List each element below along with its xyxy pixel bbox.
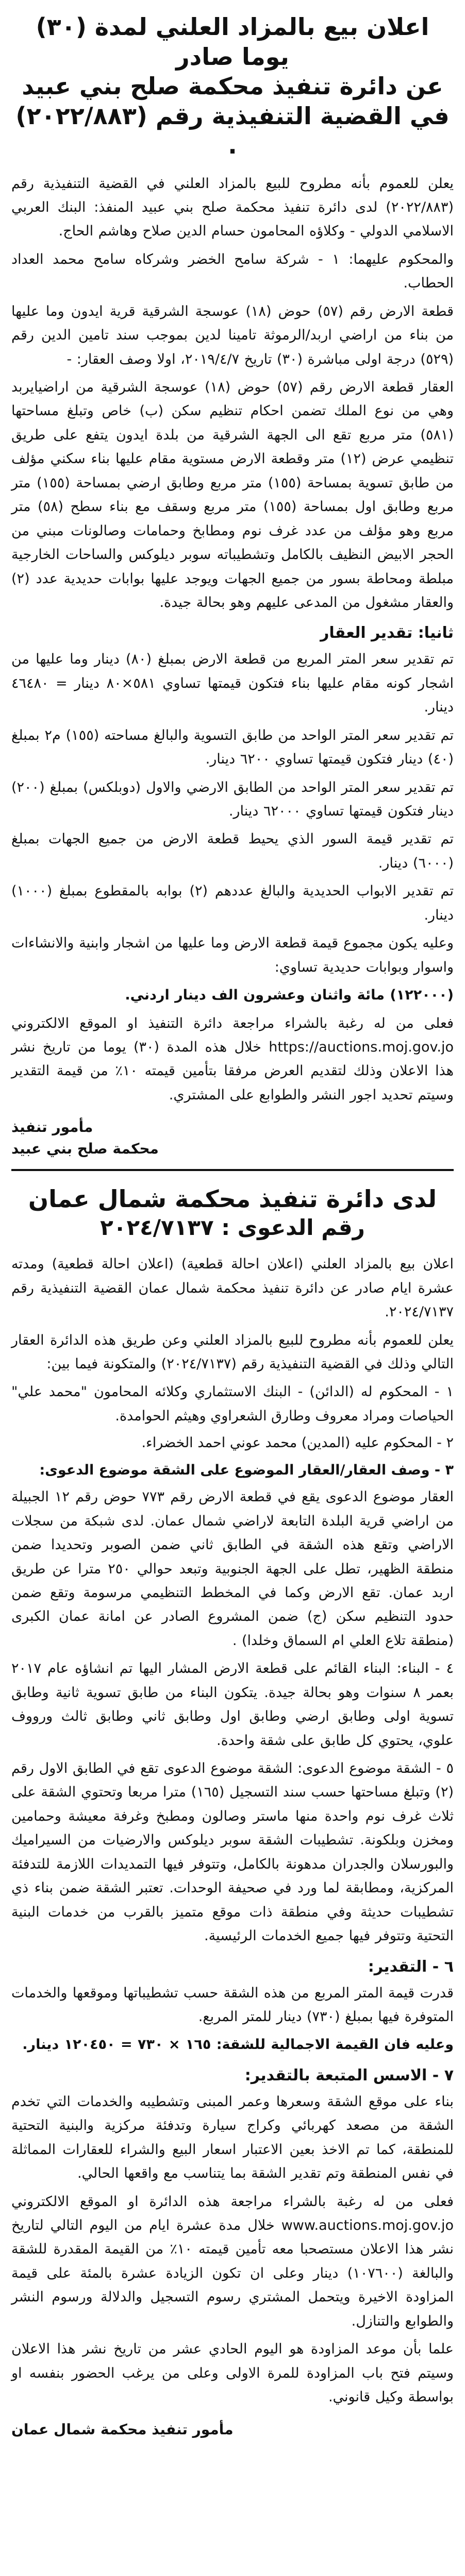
notice-paragraph: علما بأن موعد المزاودة هو اليوم الحادي عشر من تاريخ نشر هذا الاعلان وسيتم فتح باب المزاودة للمرة الاولى وعلى من يرغب الحضور بنفسه او بواسطة وكيل قانوني. <box>11 2341 454 2405</box>
auction-notice-bani-obeid <box>11 12 454 1171</box>
notice-title-line-1: اعلان بيع بالمزاد العلني لمدة (٣٠) يوما صادر <box>36 13 429 71</box>
notice-body <box>11 1252 454 2409</box>
notice-signature <box>11 1116 454 1160</box>
notice-total-value: (١٢٢٠٠٠) مائة واثنان وعشرون الف دينار اردني. <box>125 987 454 1004</box>
notice-intro: اعلان بيع بالمزاد العلني (اعلان احالة قطعية) (اعلان احالة قطعية) ومدته عشرة ايام صادر عن دائرة تنفيذ محكمة شمال عمان القضية التنفيذية رقم ٢٠٢٤/٧١٣٧. <box>11 1256 454 1320</box>
notice-paragraph: فعلى من له رغبة بالشراء مراجعة هذه الدائرة او الموقع الالكتروني www.auctions.moj.gov.jo خلال مدة عشرة ايام من اليوم التالي لتاريخ نشر هذا الاعلان مستصحبا معه تأمين قيمته ١٠٪ من القيمة المقدرة للشقة والبالغة (١٠٧٦٠٠) دينار وعلى ان تكون الزيادة عشرة بالمئة على قيمة المزاودة الاخيرة ويتحمل المشتري رسوم التسجيل والدلالة ورسوم النشر والطوابع والتنازل. <box>11 2193 454 2329</box>
notice-paragraph: العقار قطعة الارض رقم (٥٧) حوض (١٨) عوسجة الشرقية من اراضيايربد وهي من نوع الملك تضمن احكام تنظيم سكن (ب) خاص وتبلغ مساحتها (٥٨١) متر مربع تقع الى الجهة الشرقية من بلدة ايدون يتفع على طريق تنظيمي عرض (١٢) متر وقطعة الارض مستوية مقام عليها بناء سكني مؤلف من طابق تسوية بمساحة (١٥٥) متر مربع وطابق ارضي بمساحة (١٥٥) متر مربع وطابق اول بمساحة (١٥٥) متر مربع وسقف مع بناء سطح (٥٨) متر مربع وهو مؤلف من عدد غرف نوم ومطابخ وحمامات وصالونات مبني من الحجر الابيض النظيف بالكامل وتشطيباته سوبر ديلوكس والساحات الخارجية مبلطة ومحاطة بسور من جميع الجهات ويوجد عليها بوابات حديدية عدد (٢) والعقار مشغول من المدعى عليهم وهو بحالة جيدة. <box>11 379 454 611</box>
notice-title-line-2: رقم الدعوى : ٢٠٢٤/٧١٣٧ <box>100 1214 365 1240</box>
notice-paragraph: تم تقدير سعر المتر الواحد من الطابق الارضي والاول (دوبلكس) بمبلغ (٢٠٠) دينار فتكون قيمتها تساوي ٦٢٠٠٠ دينار. <box>11 779 454 819</box>
notice-title <box>11 12 454 161</box>
notice-paragraph: تم تقدير سعر المتر المربع من قطعة الارض بمبلغ (٨٠) دينار وما عليها من اشجار كونه مقام عليها بناء فتكون قيمتها تساوي ٥٨١×٨٠ دينار = ٤٦٤٨٠ دينار. <box>11 651 454 716</box>
notice-paragraph: يعلن للعموم بأنه مطروح للبيع بالمزاد العلني وعن طريق هذه الدائرة العقار التالي وذلك في القضية التنفيذية رقم (٢٠٢٤/٧١٣٧) والمتكونة فيما بين: <box>11 1332 454 1372</box>
notice-paragraph: قدرت قيمة المتر المربع من هذه الشقة حسب تشطيباتها وموقعها والخدمات المتوفرة فيها بمبلغ (٧٣٠) دينار للمتر المربع. <box>11 1985 454 2025</box>
signature-line-1: مأمور تنفيذ <box>11 1118 93 1136</box>
notice-title-line-1: لدى دائرة تنفيذ محكمة شمال عمان <box>28 1185 437 1213</box>
signature-line-1: مأمور تنفيذ محكمة شمال عمان <box>11 2420 234 2438</box>
notice-signature <box>11 2419 454 2441</box>
notice-title-line-3: في القضية التنفيذية رقم (٢٠٢٢/٨٨٣) . <box>15 101 450 159</box>
notice-paragraph: وعليه يكون مجموع قيمة قطعة الارض وما عليها من اشجار وابنية والانشاءات واسوار وبوابات حديدية تساوي: <box>11 935 454 975</box>
notice-paragraph: تم تقدير سعر المتر الواحد من طابق التسوية والبالغ مساحته (١٥٥) م٢ بمبلغ (٤٠) دينار فتكون قيمتها تساوي ٦٢٠٠ دينار. <box>11 727 454 768</box>
notice-list-item: ٣ - وصف العقار/العقار الموضوع على الشقة موضوع الدعوى: <box>39 1462 454 1478</box>
notice-paragraph: بناء على موقع الشقة وسعرها وعمر المبنى وتشطيبه والخدمات التي تخدم الشقة من مصعد كهربائي وكراج سيارة وتدفئة مركزية والبنية التحتية للمنطقة، كما تم الاخذ بعين الاعتبار اسعار البيع والشراء للعقارات المماثلة في نفس المنطقة وتم تقدير الشقة بما يتناسب مع واقعها الحالي. <box>11 2093 454 2182</box>
notice-total-value: وعليه فان القيمة الاجمالية للشقة: ١٦٥ × ٧٣٠ = ١٢٠٤٥٠ دينار. <box>22 2037 454 2053</box>
notice-paragraph: والمحكوم عليهما: ١ - شركة سامح الخضر وشركاه سامح محمد العداد الحطاب. <box>11 251 454 292</box>
notice-paragraph: ٤ - البناء: البناء القائم على قطعة الارض المشار اليها تم انشاؤه عام ٢٠١٧ بعمر ٨ سنوات وهو بحالة جيدة. يتكون البناء من طابق تسوية ثانية وطابق تسوية اولى وطابق ارضي وطابق اول وطابق ثاني وطابق ثالث ورووف علوي، يحتوي كل طابق على شقة واحدة. <box>11 1660 454 1749</box>
notice-section-heading: ٦ - التقدير: <box>368 1957 454 1976</box>
notice-section-heading: ثانيا: تقدير العقار <box>320 624 454 642</box>
notice-paragraph: فعلى من له رغبة بالشراء مراجعة دائرة التنفيذ او الموقع الالكتروني https://auctions.moj.gov.jo خلال هذه المدة (٣٠) يوما من تاريخ نشر هذا الاعلان وذلك لتقديم العرض مرفقا بتأمين قيمته ١٠٪ من قيمة التقدير وسيتم تحديد اجور النشر والطوابع على المشتري. <box>11 1015 454 1103</box>
notice-paragraph: تم تقدير الابواب الحديدية والبالغ عددهم (٢) بوابه بالمقطوع بمبلغ (١٠٠٠) دينار. <box>11 883 454 923</box>
notice-section-heading: ٧ - الاسس المتبعة بالتقدير: <box>244 2066 454 2084</box>
notice-paragraph: تم تقدير قيمة السور الذي يحيط قطعة الارض من جميع الجهات بمبلغ (٦٠٠٠) دينار. <box>11 831 454 871</box>
notice-paragraph: قطعة الارض رقم (٥٧) حوض (١٨) عوسجة الشرقية قرية ايدون وما عليها من بناء من اراضي اربد/الرموثة تامينا لدين بموجب سند تامين الدين رقم (٥٢٩) درجة اولى مباشرة (٣٠) تاريخ ٢٠١٩/٤/٧، اولا وصف العقار: - <box>11 303 454 367</box>
notice-paragraph: ٥ - الشقة موضوع الدعوى: الشقة موضوع الدعوى تقع في الطابق الاول رقم (٢) وتبلغ مساحتها حسب سند التسجيل (١٦٥) مترا مربعا وتحتوي الشقة على ثلاث غرف نوم واحدة منها ماستر وصالون ومطبخ وغرفة معيشة وحمامين ومخزن وبلكونة. تشطيبات الشقة سوبر ديلوكس والارضيات من السيراميك والبورسلان والجدران مدهونة بالكامل، وتتوفر فيها التمديدات اللازمة للتدفئة المركزية، ومطابقة لما ورد في صحيفة الوحدات. تعتبر الشقة ضمن بناء ذي تشطيبات حديثة وفي منطقة ذات موقع متميز بالقرب من خدمات البنية التحتية وتتوفر فيها جميع الخدمات الرئيسية. <box>11 1760 454 1944</box>
notice-body <box>11 172 454 1108</box>
notice-list-item: ١ - المحكوم له (الدائن) - البنك الاستثماري وكلائه المحامون "محمد علي" الحياصات ومراد معروف وطارق الشعراوي وهيثم الحوامدة. <box>11 1384 454 1424</box>
notice-paragraph: يعلن للعموم بأنه مطروح للبيع بالمزاد العلني في القضية التنفيذية رقم (٢٠٢٢/٨٨٣) لدى دائرة تنفيذ محكمة صلح بني عبيد المنفذ: البنك العربي الاسلامي الدولي - وكلاؤه المحامون حسام الدين صلاح وهاشم الحاج. <box>11 175 454 240</box>
notice-title <box>11 1184 454 1241</box>
signature-line-2: محكمة صلح بني عبيد <box>11 1140 159 1158</box>
auction-notice-north-amman <box>11 1184 454 2449</box>
notice-list-item: ٢ - المحكوم عليه (المدين) محمد عوني احمد الخضراء. <box>141 1435 454 1451</box>
notice-paragraph: العقار موضوع الدعوى يقع في قطعة الارض رقم ٧٧٣ حوض رقم ١٢ الجبيلة من اراضي قرية البلدة التابعة لاراضي شمال عمان. لدى شبكة من سجلات الاراضي وتقع هذه الشقة في الطابق ثاني ضمن الصوبر وتحديدا ضمن منطقة الظهير، تطل على الجهة الجنوبية وتبعد حوالي ٢٥٠ مترا عن طريق اربد عمان. تقع الارض وكما في المخطط التنظيمي مرسومة وتقع ضمن حدود التنظيم سكن (ج) ضمن المشروع الصادر عن امانة عمان الكبرى (منطقة تلاع العلي ام السماق وخلدا) . <box>11 1489 454 1649</box>
notice-title-line-2: عن دائرة تنفيذ محكمة صلح بني عبيد <box>22 72 443 100</box>
